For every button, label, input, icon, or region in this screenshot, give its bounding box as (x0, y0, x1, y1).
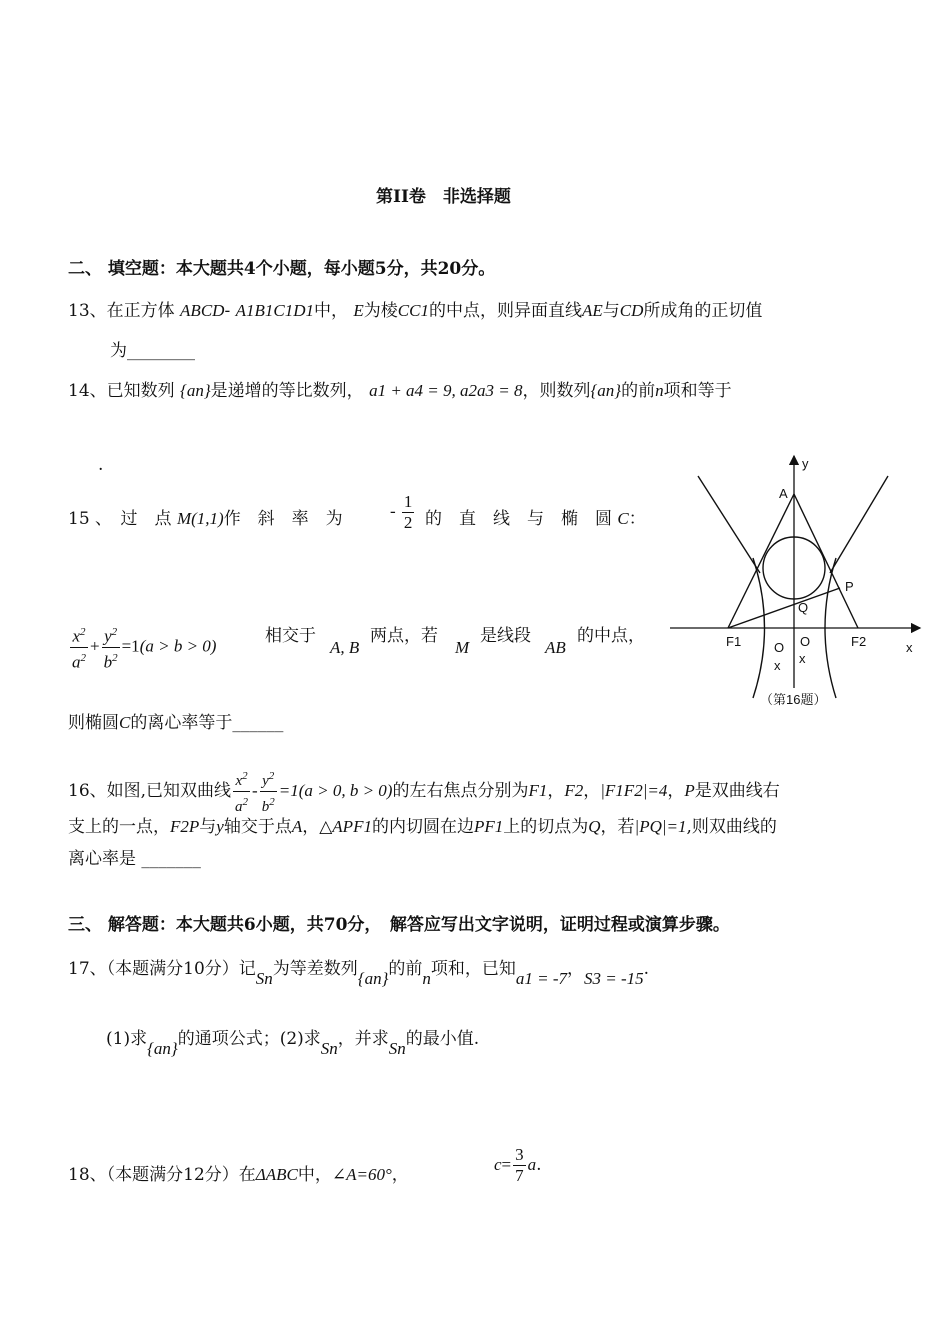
asymptote-left (698, 476, 760, 573)
q13-number: 13、 (68, 301, 107, 321)
q16-number: 16、 (68, 781, 107, 801)
q18-relation: c= $\frac{3}{7}$ a. (494, 1145, 542, 1185)
question-16: 16、如图,已知双曲线 $\frac{x^2}{a^2}$ - $\frac{y^2}{b^2}$ =1(a > 0, b > 0)的左右焦点分别为F1，F2，|F1F2|=4，P是双曲线右 (68, 766, 780, 817)
q16-line3: 离心率是 _______ (68, 849, 201, 869)
label-x-3: x (799, 651, 806, 666)
part2-heading: 二、 填空题：本大题共4个小题，每小题5分，共20分。 (68, 259, 496, 279)
q17-subparts: (1)求{an}的通项公式；(2)求Sn，并求Sn的最小值. (106, 1029, 480, 1058)
q14-condition: a1 + a4 = 9, a2a3 = 8 (369, 381, 523, 400)
label-o-1: O (774, 640, 785, 655)
part3-heading: 三、 解答题：本大题共6小题，共70分， 解答应写出文字说明，证明过程或演算步骤。 (68, 915, 730, 935)
q15-line3: 则椭圆C的离心率等于______ (68, 713, 284, 733)
q13-cube-top: A1B1C1D1 (235, 301, 314, 320)
q14-dot: . (98, 455, 104, 475)
question-18: 18、（本题满分12分）在ΔABC中，∠A=60°， (68, 1165, 409, 1185)
q15-ellipse-eq: $\frac{x^2}{a^2}$ + $\frac{y^2}{b^2}$ =1(a > b > 0) (68, 622, 216, 672)
question-15: 15 、 过 点 M(1,1)作 斜 率 为 (68, 509, 343, 529)
label-y: y (802, 456, 809, 471)
label-x-axis: x (906, 640, 913, 655)
q15-slope: - $\frac{1}{2}$ (390, 492, 413, 532)
label-f2: F2 (851, 634, 867, 649)
q17-number: 17、 (68, 959, 107, 979)
label-x-2: x (774, 658, 781, 673)
label-a: A (779, 486, 788, 501)
q16-line2: 支上的一点，F2P与y轴交于点A，△APF1的内切圆在边PF1上的切点为Q，若|PQ|=1,则双曲线的 (68, 817, 777, 837)
label-p: P (845, 579, 854, 594)
q15-number: 15 、 (68, 509, 104, 529)
question-17: 17、（本题满分10分）记Sn为等差数列{an}的前n项和，已知a1 = -7，S3 = -15. (68, 959, 650, 988)
q13-line2: 为________ (110, 341, 195, 361)
q13-cube: ABCD (180, 301, 225, 320)
q15-line2: 相交于 (265, 626, 316, 646)
section-title: 第II卷 非选择题 (376, 187, 511, 207)
q18-number: 18、 (68, 1165, 107, 1185)
asymptote-right (830, 476, 888, 573)
figure-16-hyperbola (668, 448, 928, 718)
q14-number: 14、 (68, 381, 107, 401)
figure-caption: （第16题） (760, 692, 827, 707)
question-14: 14、已知数列 {an}是递增的等比数列， a1 + a4 = 9, a2a3 = 8，则数列{an}的前n项和等于 (68, 381, 732, 401)
q15-line1-end: 的 直 线 与 椭 圆 C： (425, 509, 646, 529)
question-13: 13、在正方体 ABCD- A1B1C1D1中， E为棱CC1的中点，则异面直线AE与CD所成角的正切值 (68, 301, 763, 321)
label-o-2: O (800, 634, 811, 649)
label-f1: F1 (726, 634, 742, 649)
label-q: Q (798, 600, 809, 615)
